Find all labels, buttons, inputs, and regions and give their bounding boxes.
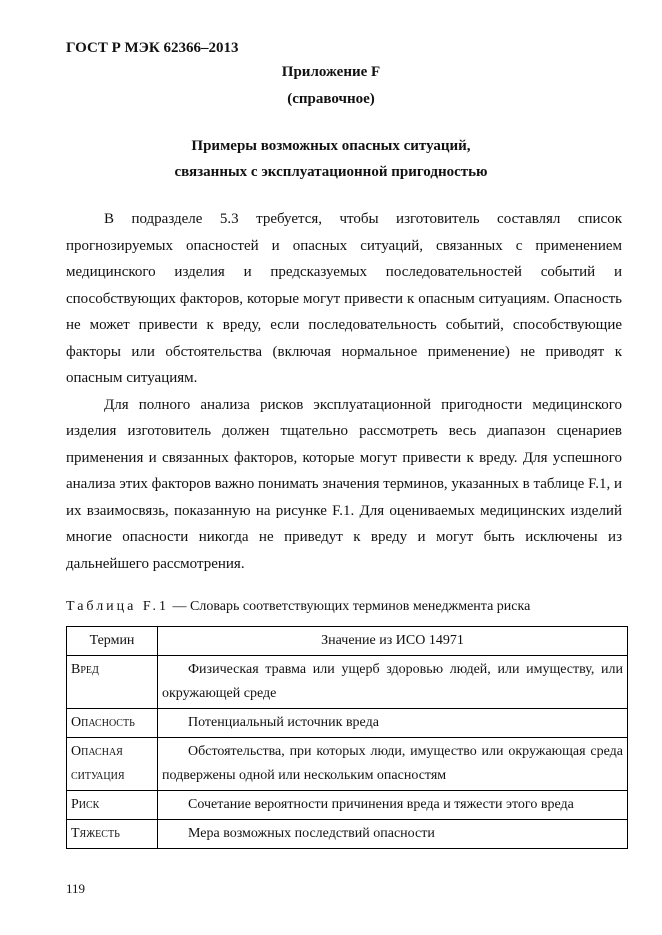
body-text [66, 206, 622, 577]
appendix-kind: (справочное) [287, 91, 375, 107]
term-cell: Опасная ситуация [67, 738, 158, 791]
term-cell: Опасность [67, 709, 158, 738]
term-cell: Риск [67, 791, 158, 820]
paragraph-1: В подразделе 5.3 требуется, чтобы изготовитель составлял список прогнозируемых опасностей и опасных ситуаций, связанных с применением медицинского изделия и предсказуемых последовательностей событий и способствующих факторов, которые могут привести к опасным ситуациям. Опасность не может привести к вреду, если последовательность событий, способствующие факторы или обстоятельства (включая нормальное применение) не приводят к опасным ситуациям. [66, 211, 622, 386]
meaning-cell: Потенциальный источник вреда [158, 709, 628, 738]
terms-table [66, 626, 628, 849]
table-row [67, 656, 628, 709]
table-row [67, 791, 628, 820]
meaning-cell: Обстоятельства, при которых люди, имущество или окружающая среда подвержены одной или нескольким опасностям [158, 738, 628, 791]
meaning-cell: Сочетание вероятности причинения вреда и тяжести этого вреда [158, 791, 628, 820]
table-caption [66, 599, 530, 615]
table-caption-text: — Словарь соответствующих терминов менеджмента риска [172, 599, 531, 614]
table-header-meaning: Значение из ИСО 14971 [158, 627, 628, 656]
paragraph-2: Для полного анализа рисков эксплуатационной пригодности медицинского изделия изготовитель должен тщательно рассмотреть весь диапазон сценариев применения и связанных факторов, которые могут привести к вреду. Для успешного анализа этих факторов важно понимать значения терминов, указанных в таблице F.1, и их взаимосвязь, показанную на рисунке F.1. Для оцениваемых медицинских изделий многие опасности никогда не приведут к вреду и могут быть исключены из дальнейшего рассмотрения. [66, 396, 622, 572]
term-cell: Вред [67, 656, 158, 709]
page-number: 119 [66, 881, 86, 896]
section-heading-line2: связанных с эксплуатационной пригодностью [174, 164, 488, 180]
standard-header: ГОСТ Р МЭК 62366–2013 [66, 40, 239, 56]
section-heading-line1: Примеры возможных опасных ситуаций, [191, 138, 471, 154]
table-row [67, 709, 628, 738]
table-row [67, 820, 628, 849]
meaning-cell: Физическая травма или ущерб здоровью людей, или имуществу, или окружающей среде [158, 656, 628, 709]
term-cell: Тяжесть [67, 820, 158, 849]
appendix-title: Приложение F [281, 64, 381, 80]
table-row [67, 738, 628, 791]
table-header-row [67, 627, 628, 656]
table-header-term: Термин [67, 627, 158, 656]
table-caption-label: Таблица F.1 [66, 599, 170, 614]
meaning-cell: Мера возможных последствий опасности [158, 820, 628, 849]
